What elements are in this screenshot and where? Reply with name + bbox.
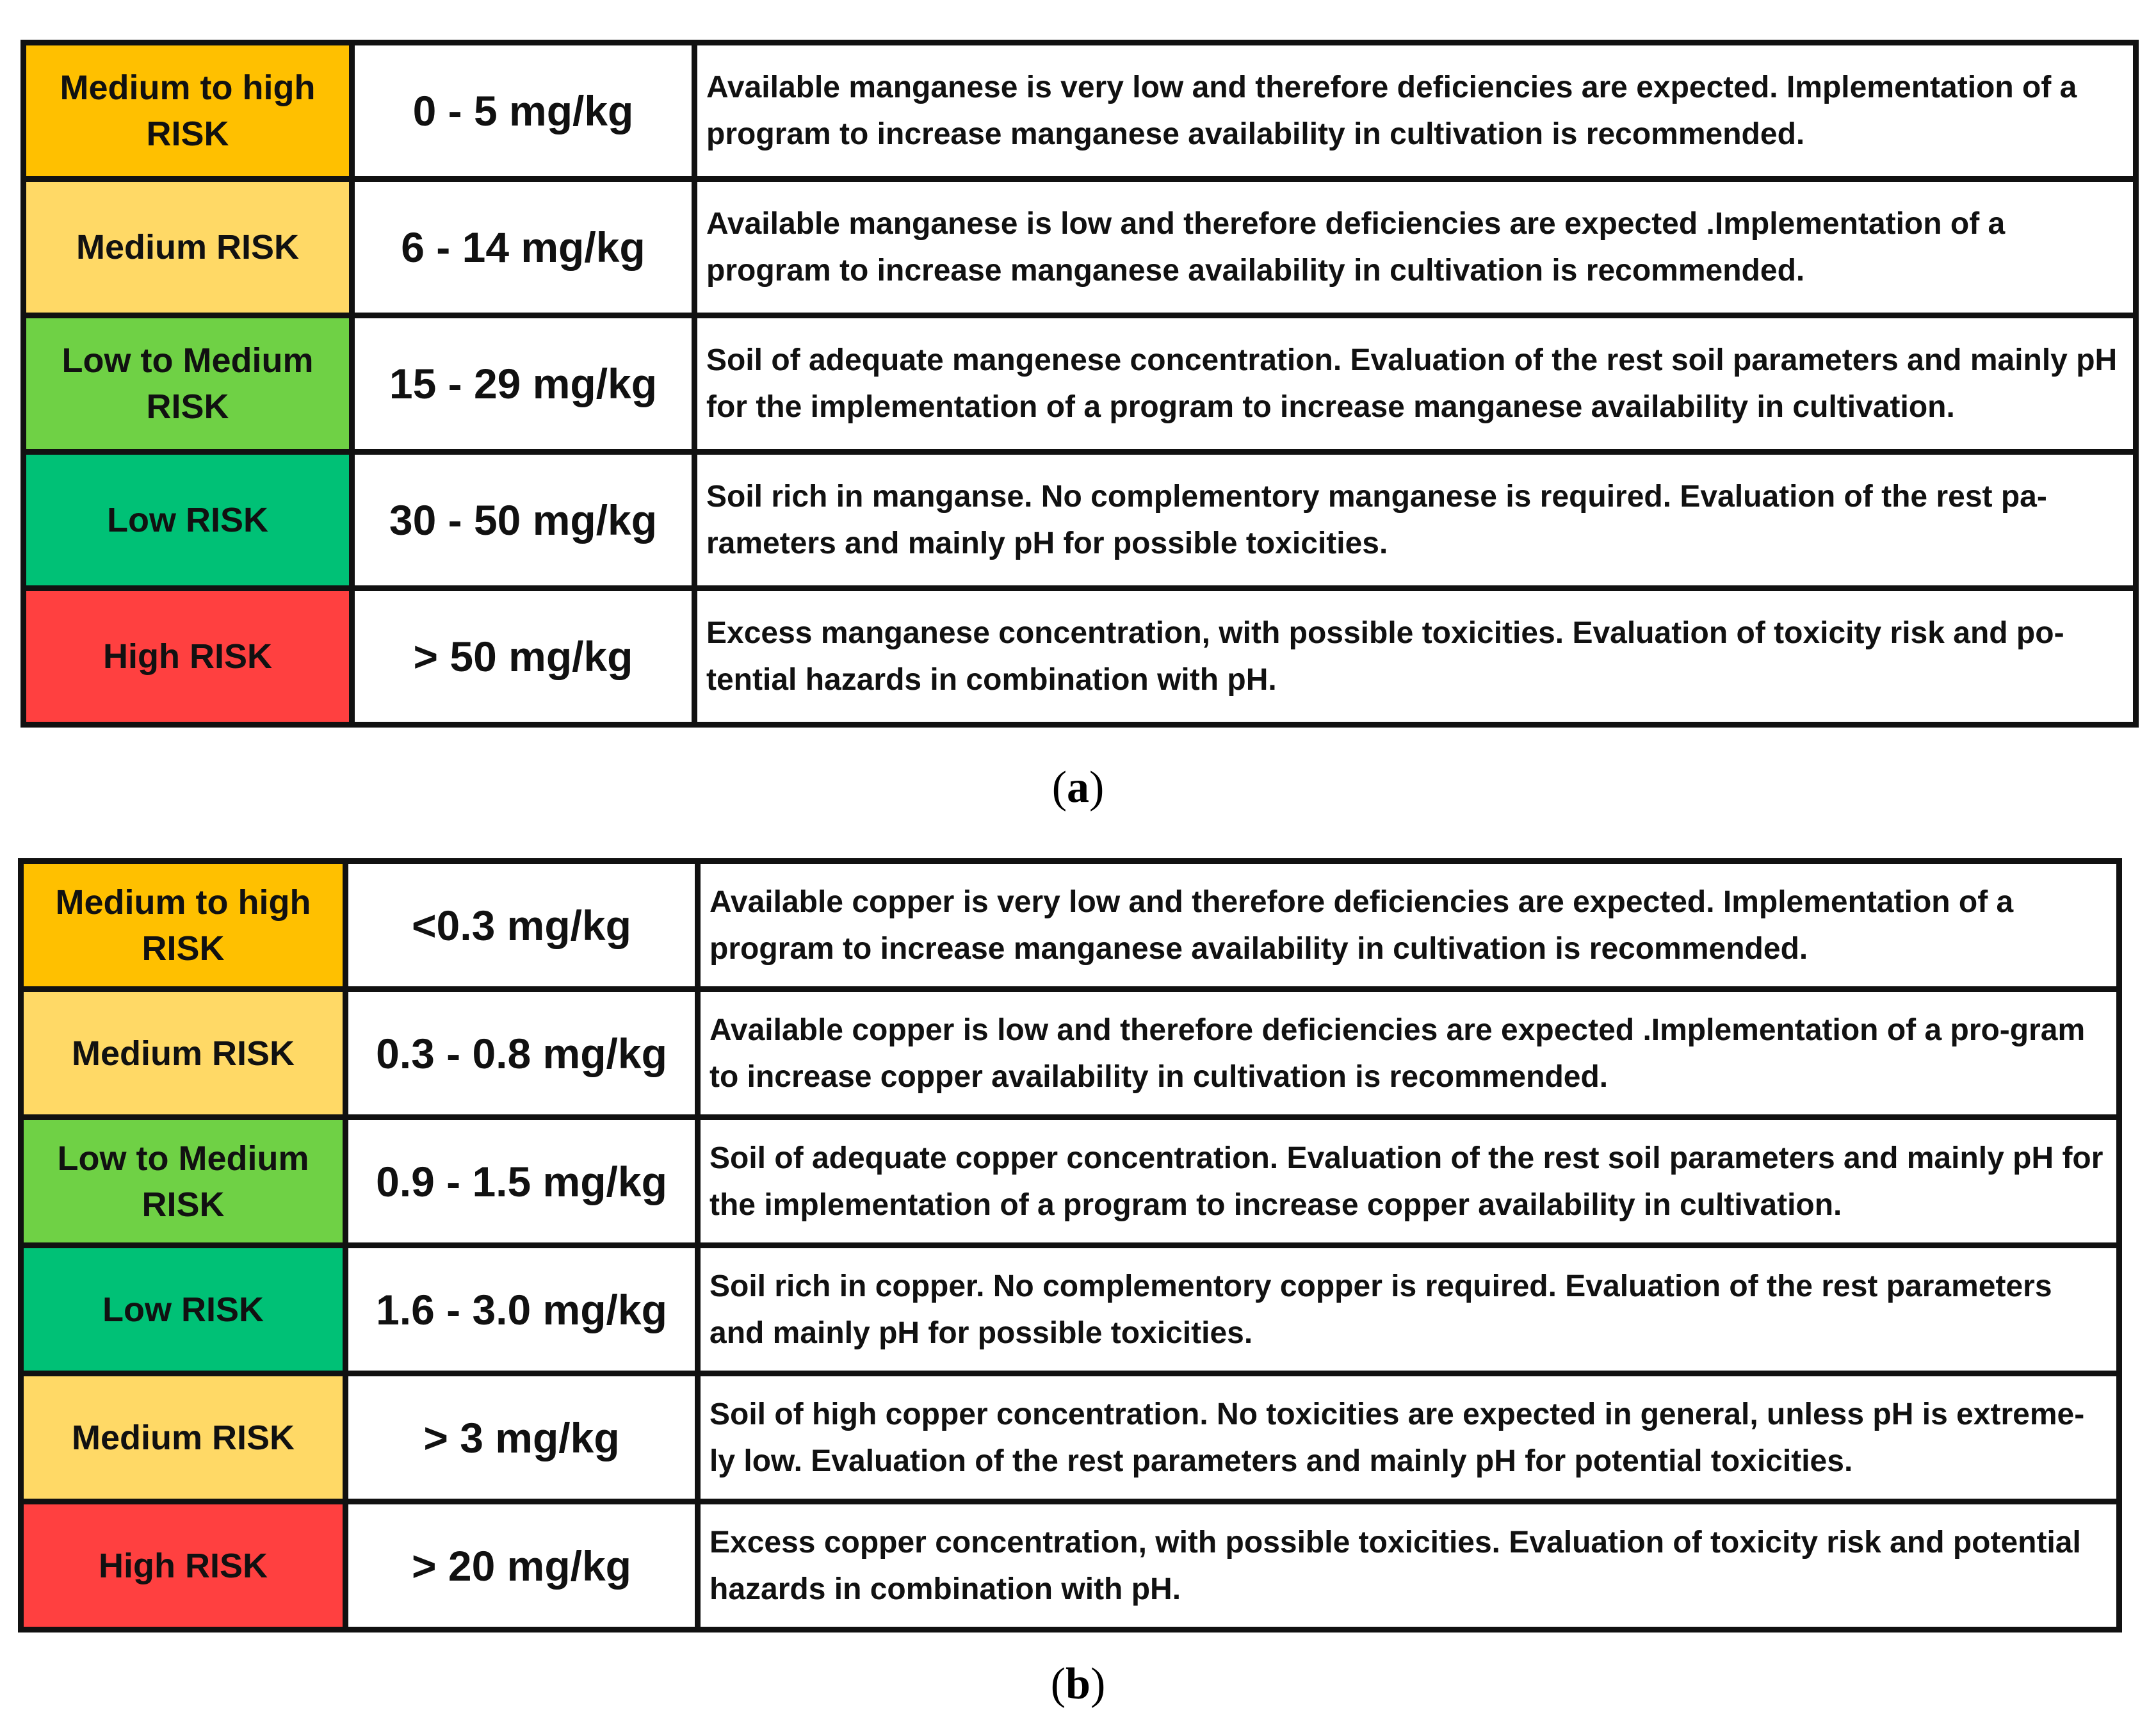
table-row xyxy=(24,452,2136,589)
concentration-range-cell: 0.9 - 1.5 mg/kg xyxy=(346,1118,698,1246)
risk-level-cell: Medium RISK xyxy=(21,1374,346,1502)
risk-level-cell: Medium RISK xyxy=(24,179,352,316)
concentration-range-cell: 0 - 5 mg/kg xyxy=(352,43,695,179)
concentration-range-cell: > 50 mg/kg xyxy=(352,589,695,725)
risk-level-cell: Low RISK xyxy=(24,452,352,589)
concentration-range-cell: 30 - 50 mg/kg xyxy=(352,452,695,589)
table-row xyxy=(21,1118,2120,1246)
concentration-range-cell: <0.3 mg/kg xyxy=(346,861,698,989)
risk-level-cell: High RISK xyxy=(24,589,352,725)
risk-level-cell: Low to Medium RISK xyxy=(21,1118,346,1246)
copper-risk-table xyxy=(18,858,2122,1632)
risk-level-cell: Medium to high RISK xyxy=(24,43,352,179)
table-row xyxy=(24,589,2136,725)
risk-level-cell: Low to Medium RISK xyxy=(24,316,352,452)
table-row xyxy=(21,861,2120,989)
description-cell: Soil rich in copper. No complementory copper is required. Evaluation of the rest parameters and mainly pH for possible toxicities. xyxy=(698,1246,2120,1374)
caption-b: (b) xyxy=(1050,1659,1106,1709)
description-cell: Soil of high copper concentration. No toxicities are expected in general, unless pH is extreme-ly low. Evaluation of the rest parameters and mainly pH for potential toxicities. xyxy=(698,1374,2120,1502)
risk-level-cell: Low RISK xyxy=(21,1246,346,1374)
description-cell: Available manganese is low and therefore deficiencies are expected .Implementation of a program to increase manganese availability in cultivation is recommended. xyxy=(695,179,2136,316)
description-cell: Soil of adequate mangenese concentration. Evaluation of the rest soil parameters and mainly pH for the implementation of a program to increase manganese availability in cultivation. xyxy=(695,316,2136,452)
table-row xyxy=(24,179,2136,316)
risk-level-cell: High RISK xyxy=(21,1502,346,1630)
description-cell: Available manganese is very low and therefore deficiencies are expected. Implementation of a program to increase manganese availability in cultivation is recommended. xyxy=(695,43,2136,179)
description-cell: Available copper is low and therefore deficiencies are expected .Implementation of a pro-gram to increase copper availability in cultivation is recommended. xyxy=(698,989,2120,1118)
concentration-range-cell: > 3 mg/kg xyxy=(346,1374,698,1502)
description-cell: Soil of adequate copper concentration. Evaluation of the rest soil parameters and mainly pH for the implementation of a program to increase copper availability in cultivation. xyxy=(698,1118,2120,1246)
table-row xyxy=(24,316,2136,452)
concentration-range-cell: > 20 mg/kg xyxy=(346,1502,698,1630)
table-row xyxy=(21,1502,2120,1630)
caption-a: (a) xyxy=(1051,763,1105,812)
description-cell: Excess copper concentration, with possible toxicities. Evaluation of toxicity risk and potential hazards in combination with pH. xyxy=(698,1502,2120,1630)
risk-level-cell: Medium to high RISK xyxy=(21,861,346,989)
concentration-range-cell: 6 - 14 mg/kg xyxy=(352,179,695,316)
concentration-range-cell: 0.3 - 0.8 mg/kg xyxy=(346,989,698,1118)
description-cell: Soil rich in manganse. No complementory manganese is required. Evaluation of the rest pa-rameters and mainly pH for possible toxicities. xyxy=(695,452,2136,589)
table-row xyxy=(21,989,2120,1118)
concentration-range-cell: 15 - 29 mg/kg xyxy=(352,316,695,452)
table-row xyxy=(24,43,2136,179)
table-row xyxy=(21,1246,2120,1374)
risk-level-cell: Medium RISK xyxy=(21,989,346,1118)
table-row xyxy=(21,1374,2120,1502)
description-cell: Available copper is very low and therefore deficiencies are expected. Implementation of a program to increase manganese availability in cultivation is recommended. xyxy=(698,861,2120,989)
description-cell: Excess manganese concentration, with possible toxicities. Evaluation of toxicity risk and po-tential hazards in combination with pH. xyxy=(695,589,2136,725)
concentration-range-cell: 1.6 - 3.0 mg/kg xyxy=(346,1246,698,1374)
manganese-risk-table xyxy=(20,40,2139,728)
